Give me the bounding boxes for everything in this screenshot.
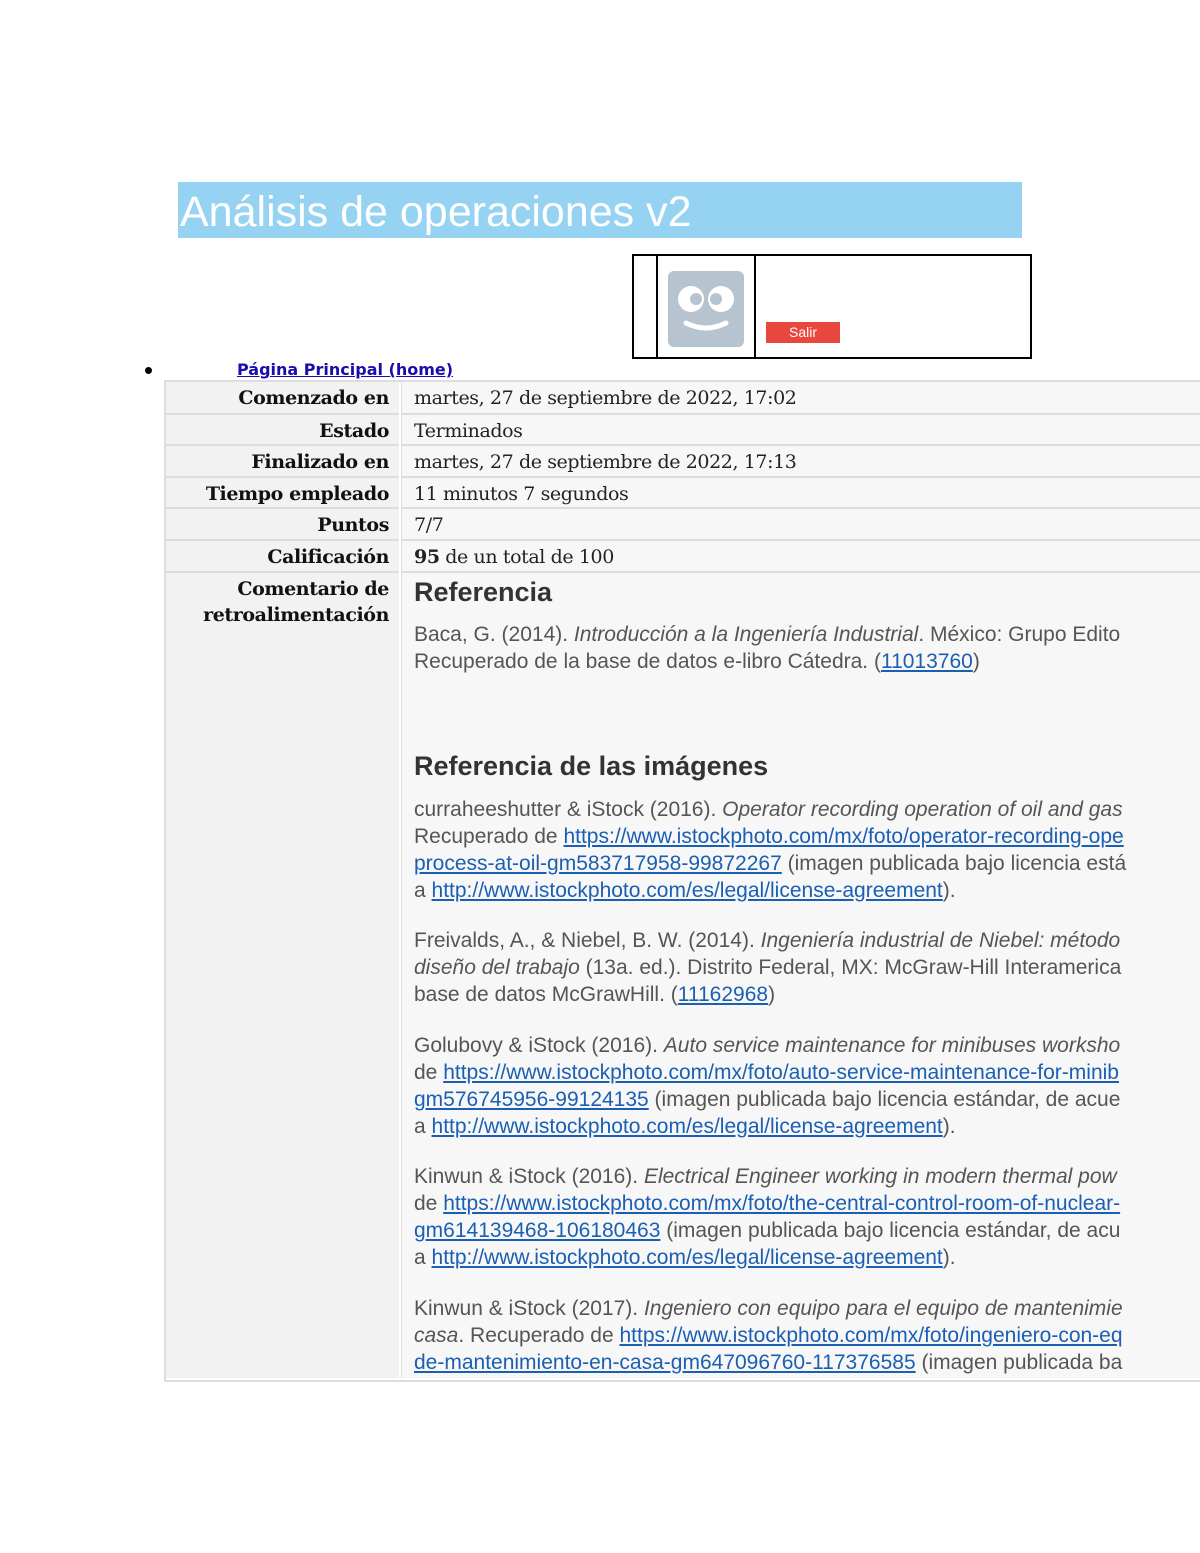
row-value-cell <box>401 446 1200 478</box>
table-row-feedback <box>166 573 1200 1378</box>
home-link[interactable]: Página Principal (home) <box>237 360 454 379</box>
table-row <box>166 382 1200 415</box>
ref-link[interactable]: process-at-oil-gm583717958-99872267 <box>414 852 782 875</box>
row-label: Finalizado en <box>251 451 389 473</box>
ref-link[interactable]: https://www.istockphoto.com/mx/foto/the-central-control-room-of-nuclear- <box>443 1192 1121 1215</box>
row-label-cell <box>166 509 399 541</box>
row-label: Comenzado en <box>238 387 389 409</box>
user-menu-divider <box>754 256 756 357</box>
row-label: Tiempo empleado <box>205 483 389 505</box>
ref-kinwun1-line1: Kinwun & iStock (2016). Electrical Engineer working in modern thermal pow <box>414 1165 1117 1188</box>
license-link[interactable]: http://www.istockphoto.com/es/legal/license-agreement <box>431 879 943 902</box>
feedback-cell <box>401 573 1200 1378</box>
ref-kinwun1-line4: a http://www.istockphoto.com/es/legal/license-agreement). <box>414 1246 956 1269</box>
row-value: 11 minutos 7 segundos <box>414 483 629 505</box>
row-label: Estado <box>319 420 389 442</box>
row-label-cell <box>166 478 399 509</box>
ref-link[interactable]: 11162968 <box>677 983 769 1006</box>
row-label-cell <box>166 541 399 573</box>
ref-curra-line3: process-at-oil-gm583717958-99872267 (imagen publicada bajo licencia está <box>414 852 1127 875</box>
row-value-cell <box>401 509 1200 541</box>
row-label: Calificación <box>267 546 389 568</box>
ref-golubovy-line2: de https://www.istockphoto.com/mx/foto/auto-service-maintenance-for-minib <box>414 1061 1119 1084</box>
page-title: Análisis de operaciones v2 <box>180 188 692 236</box>
ref-golubovy-line3: gm576745956-99124135 (imagen publicada bajo licencia estándar, de acue <box>414 1088 1121 1111</box>
logout-button[interactable]: Salir <box>766 322 840 343</box>
feedback-label-line1: Comentario de <box>237 578 389 600</box>
avatar[interactable] <box>668 271 744 347</box>
user-menu <box>632 254 1032 359</box>
row-label <box>203 576 389 628</box>
ref-kinwun1-line2: de https://www.istockphoto.com/mx/foto/the-central-control-room-of-nuclear- <box>414 1192 1121 1215</box>
row-label-cell <box>166 382 399 415</box>
user-menu-divider <box>656 256 658 357</box>
row-label: Puntos <box>317 514 389 536</box>
ref-freivalds-line3: base de datos McGrawHill. (11162968) <box>414 983 776 1006</box>
ref-link[interactable]: https://www.istockphoto.com/mx/foto/auto-service-maintenance-for-minib <box>443 1061 1119 1084</box>
reference-heading: Referencia <box>414 577 553 607</box>
license-link[interactable]: http://www.istockphoto.com/es/legal/license-agreement <box>431 1115 943 1138</box>
ref-link[interactable]: gm576745956-99124135 <box>414 1088 649 1111</box>
ref-baca-line1: Baca, G. (2014). Introducción a la Ingeniería Industrial. México: Grupo Edito <box>414 623 1121 646</box>
ref-kinwun2-line3: de-mantenimiento-en-casa-gm647096760-117376585 (imagen publicada ba <box>414 1351 1123 1374</box>
attempt-summary-table <box>164 380 1200 1382</box>
table-row <box>166 509 1200 541</box>
ref-link[interactable]: https://www.istockphoto.com/mx/foto/ingeniero-con-eq <box>619 1324 1123 1347</box>
feedback-label-line2: retroalimentación <box>203 604 389 626</box>
row-value-cell <box>401 541 1200 573</box>
row-label-cell <box>166 446 399 478</box>
ref-kinwun2-line2: casa. Recuperado de https://www.istockphoto.com/mx/foto/ingeniero-con-eq <box>414 1324 1123 1347</box>
ref-curra-line4: a http://www.istockphoto.com/es/legal/license-agreement). <box>414 879 956 902</box>
row-label-cell <box>166 415 399 446</box>
ref-baca-line2: Recuperado de la base de datos e-libro Cátedra. (11013760) <box>414 650 980 673</box>
ref-curra-line1: curraheeshutter & iStock (2016). Operator recording operation of oil and gas <box>414 798 1123 821</box>
ref-link[interactable]: de-mantenimiento-en-casa-gm647096760-117376585 <box>414 1351 916 1374</box>
table-row <box>166 478 1200 509</box>
row-value: martes, 27 de septiembre de 2022, 17:02 <box>414 387 797 409</box>
row-value: 7/7 <box>414 514 444 536</box>
ref-golubovy-line1: Golubovy & iStock (2016). Auto service maintenance for minibuses worksho <box>414 1034 1121 1057</box>
row-value-cell <box>401 382 1200 415</box>
grade-number: 95 <box>414 546 440 568</box>
images-reference-heading: Referencia de las imágenes <box>414 751 769 781</box>
row-value: martes, 27 de septiembre de 2022, 17:13 <box>414 451 797 473</box>
row-value-cell <box>401 415 1200 446</box>
ref-link[interactable]: gm614139468-106180463 <box>414 1219 661 1242</box>
ref-curra-line2: Recuperado de https://www.istockphoto.com/mx/foto/operator-recording-ope <box>414 825 1124 848</box>
ref-golubovy-line4: a http://www.istockphoto.com/es/legal/license-agreement). <box>414 1115 956 1138</box>
ref-link[interactable]: https://www.istockphoto.com/mx/foto/operator-recording-ope <box>563 825 1124 848</box>
ref-freivalds-line1: Freivalds, A., & Niebel, B. W. (2014). Ingeniería industrial de Niebel: método <box>414 929 1121 952</box>
grade-value <box>414 544 614 570</box>
list-bullet <box>145 367 152 374</box>
ref-link[interactable]: 11013760 <box>880 650 973 673</box>
row-value-cell <box>401 478 1200 509</box>
ref-kinwun1-line3: gm614139468-106180463 (imagen publicada bajo licencia estándar, de acu <box>414 1219 1121 1242</box>
ref-freivalds-line2: diseño del trabajo (13a. ed.). Distrito Federal, MX: McGraw-Hill Interamerica <box>414 956 1122 979</box>
grade-total: de un total de 100 <box>439 546 614 568</box>
license-link[interactable]: http://www.istockphoto.com/es/legal/license-agreement <box>431 1246 943 1269</box>
table-row <box>166 446 1200 478</box>
row-value: Terminados <box>414 420 523 442</box>
table-row <box>166 415 1200 446</box>
row-label-cell <box>166 573 399 1378</box>
table-row <box>166 541 1200 573</box>
ref-kinwun2-line1: Kinwun & iStock (2017). Ingeniero con equipo para el equipo de mantenimie <box>414 1297 1123 1320</box>
